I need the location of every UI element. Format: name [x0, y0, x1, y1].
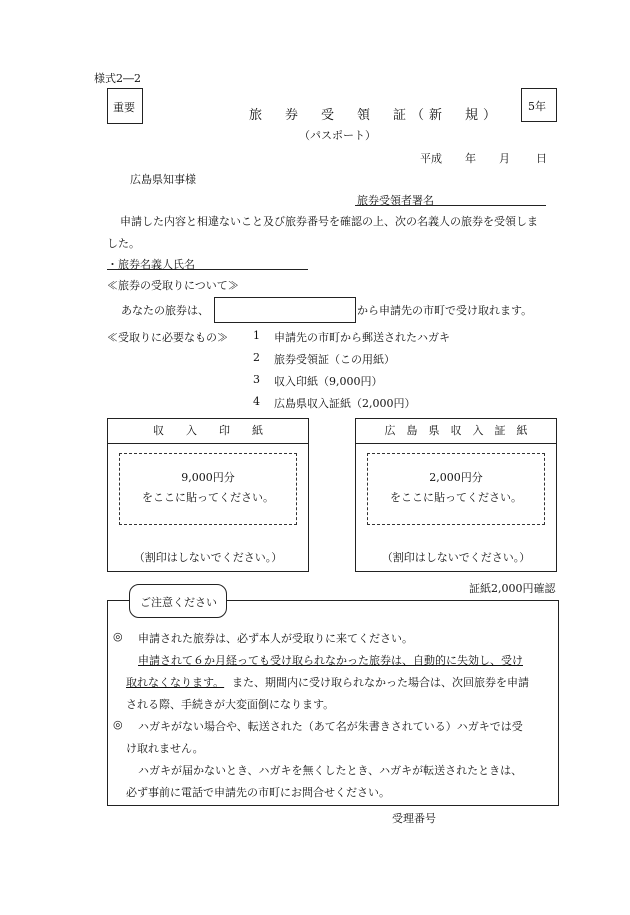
signature-line[interactable] [355, 205, 546, 206]
caution-p2-line1: ハガキがない場合や、転送された（あて名が朱書きされている）ハガキでは受 [138, 720, 523, 733]
page-subtitle: （パスポート） [299, 129, 376, 142]
certificate-stamp-header: 広 島 県 収 入 証 紙 [356, 419, 556, 444]
statement-line-2: した。 [107, 237, 140, 250]
stamp-confirm-label: 証紙2,000円確認 [469, 582, 556, 595]
pickup-suffix: から申請先の市町で受け取れます。 [357, 304, 533, 317]
requirement-num-4: 4 [253, 395, 260, 408]
requirement-text-2: 旅券受領証（この用紙） [274, 353, 395, 366]
caution-heading-box [129, 584, 227, 618]
date-era: 平成 [420, 152, 442, 165]
pickup-date-field[interactable] [214, 297, 356, 323]
holder-name-line[interactable] [107, 269, 308, 270]
requirement-num-3: 3 [253, 373, 260, 386]
important-box [107, 88, 143, 124]
revenue-stamp-box [107, 418, 309, 572]
requirement-text-4: 広島県収入証紙（2,000円） [274, 397, 416, 410]
pickup-prefix: あなたの旅券は、 [121, 304, 209, 317]
date-day: 日 [536, 152, 547, 165]
requirement-text-1: 申請先の市町から郵送されたハガキ [274, 331, 450, 344]
years-label: 5年 [528, 100, 546, 113]
caution-p1-line1: 申請された旅券は、必ず本人が受取りに来てください。 [138, 632, 413, 645]
requirement-text-3: 収入印紙（9,000円） [274, 375, 383, 388]
caution-p1-line2: 申請されて６か月経っても受け取られなかった旅券は、自動的に失効し、受け [138, 654, 523, 667]
certificate-stamp-note: （割印はしないでください。） [381, 551, 531, 564]
caution-mark-2: ◎ [113, 718, 123, 731]
holder-name-label: ・旅券名義人氏名 [107, 258, 195, 271]
caution-p2-line2: け取れません。 [126, 742, 204, 755]
caution-p1-line4: される際、手続きが大変面倒になります。 [126, 698, 335, 711]
caution-heading: ご注意ください [140, 596, 217, 609]
certificate-stamp-amount: 2,000円分 [429, 471, 483, 484]
page-title: 旅 券 受 領 証（新 規） [249, 108, 502, 123]
revenue-stamp-area[interactable] [119, 453, 297, 525]
requirements-heading: ≪受取りに必要なもの≫ [107, 331, 228, 344]
signature-label: 旅券受領者署名 [357, 194, 434, 207]
pickup-heading: ≪旅券の受取りについて≫ [107, 279, 239, 292]
requirement-num-1: 1 [253, 329, 260, 342]
revenue-stamp-header: 収 入 印 紙 [108, 419, 308, 444]
revenue-stamp-instruction: をここに貼ってください。 [142, 491, 274, 504]
certificate-stamp-box [355, 418, 557, 572]
certificate-stamp-instruction: をここに貼ってください。 [390, 491, 522, 504]
date-month: 月 [499, 152, 510, 165]
revenue-stamp-amount: 9,000円分 [181, 471, 235, 484]
caution-p2-line4: 必ず事前に電話で申請先の市町にお問合せください。 [126, 786, 390, 799]
requirement-num-2: 2 [253, 351, 260, 364]
certificate-stamp-area[interactable] [367, 453, 545, 525]
statement-line-1: 申請した内容と相違ないこと及び旅券番号を確認の上、次の名義人の旅券を受領しま [120, 215, 538, 228]
addressee: 広島県知事様 [130, 173, 196, 186]
caution-p1-line3-underlined: 取れなくなります。 [126, 676, 225, 689]
receipt-number-label: 受理番号 [392, 812, 436, 825]
caution-p1-line3-rest: また、期間内に受け取られなかった場合は、次回旅券を申請 [232, 676, 529, 689]
caution-mark-1: ◎ [113, 630, 123, 643]
years-box [521, 88, 557, 122]
important-label: 重要 [113, 101, 135, 114]
caution-p2-line3: ハガキが届かないとき、ハガキを無くしたとき、ハガキが転送されたときは、 [138, 764, 523, 777]
form-number: 様式2―2 [94, 72, 141, 85]
revenue-stamp-note: （割印はしないでください。） [133, 551, 283, 564]
date-year: 年 [465, 152, 476, 165]
